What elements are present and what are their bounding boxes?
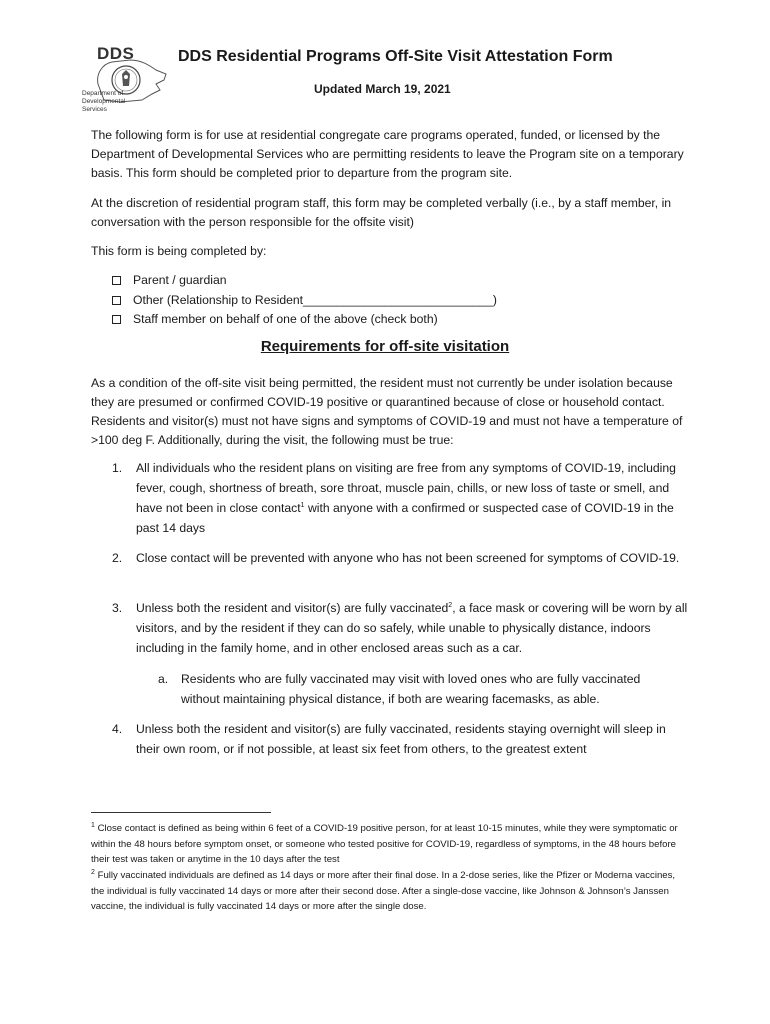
logo-subtitle: Department of Developmental Services: [82, 90, 126, 113]
checklist-item-parent[interactable]: [112, 271, 497, 291]
requirement-item-3a: [158, 669, 678, 709]
item-number: 1.: [112, 461, 123, 475]
requirement-item-3: [112, 598, 692, 658]
item-text: All individuals who the resident plans on visiting are free from any symptoms of COVID-19, including fever, cough, shortness of breath, sore throat, muscle pain, chills, or new loss of taste or smell, and have not been in close contact: [136, 461, 676, 515]
checklist-label: Other (Relationship to Resident____________________________): [133, 292, 497, 307]
logo-abbreviation: DDS: [97, 44, 135, 63]
item-text: Unless both the resident and visitor(s) are fully vaccinated, residents staying overnight will sleep in their own room, or if not possible, at least six feet from others, to the greatest extent: [136, 722, 666, 756]
item-text: , a face mask or covering will be worn by all visitors, and by the resident if they can do so safely, while unable to physically distance, indoors including in the family home, and in other enclosed areas such as a car.: [136, 601, 688, 655]
form-title: DDS Residential Programs Off-Site Visit Attestation Form: [178, 48, 613, 65]
item-text: with anyone with a confirmed or suspected case of COVID-19 in the past 14 days: [136, 501, 674, 535]
requirements-heading: Requirements for off-site visitation: [260, 338, 510, 355]
updated-date: Updated March 19, 2021: [314, 82, 451, 96]
footnote-ref[interactable]: 2: [448, 601, 453, 609]
footnote-text: Close contact is defined as being within 6 feet of a COVID-19 positive person, for at least 10-15 minutes, while they were symptomatic or within the 48 hours before symptom onset, or someone who tested positive for COVID-19, regardless of symptoms, in the 48 hours before their test was taken or anytime in the 10 days after the test: [91, 823, 678, 865]
checkbox-icon[interactable]: [112, 315, 121, 324]
item-number: 2.: [112, 551, 123, 565]
item-text: Unless both the resident and visitor(s) are fully vaccinated: [136, 601, 449, 615]
checklist-label: Staff member on behalf of one of the above (check both): [133, 312, 438, 326]
footnote-1: [91, 821, 691, 868]
requirements-intro: As a condition of the off-site visit being permitted, the resident must not currently be under isolation because they are presumed or confirmed COVID-19 positive or quarantined because of close or household contact. Residents and visitor(s) must not have signs and symptoms of COVID-19 and must not have a temperature of >100 deg F. Additionally, during the visit, the following must be true:: [91, 376, 683, 447]
intro-paragraph-1: The following form is for use at residential congregate care programs operated, funded, or licensed by the Department of Developmental Services who are permitting residents to leave the Program site on a temporary basis. This form should be completed prior to departure from the program site.: [91, 128, 684, 180]
footnote-mark: 2: [91, 868, 95, 876]
item-text: Close contact will be prevented with anyone who has not been screened for symptoms of COVID-19.: [136, 551, 680, 565]
intro-paragraph-3: This form is being completed by:: [91, 244, 267, 258]
footnote-ref[interactable]: 1: [300, 501, 305, 509]
requirement-item-1: [112, 458, 692, 538]
item-text: Residents who are fully vaccinated may visit with loved ones who are fully vaccinated without maintaining physical distance, if both are wearing facemasks, as able.: [181, 672, 641, 706]
footnote-mark: 1: [91, 821, 95, 829]
requirement-item-2: [112, 548, 692, 568]
item-letter: a.: [158, 672, 169, 686]
checkbox-icon[interactable]: [112, 276, 121, 285]
item-number: 3.: [112, 601, 123, 615]
requirement-item-4: [112, 719, 692, 759]
completed-by-checklist: [112, 271, 497, 330]
footnote-divider: [91, 812, 271, 813]
footnote-2: [91, 868, 691, 915]
footnote-text: Fully vaccinated individuals are defined as 14 days or more after their final dose. In a 2-dose series, like the Pfizer or Moderna vaccines, the individual is fully vaccinated 14 days or more after their second dose. After a single-dose vaccine, like Johnson & Johnson’s Janssen vaccine, the individual is fully vaccinated 14 days or more after the single dose.: [91, 870, 676, 912]
item-number: 4.: [112, 722, 123, 736]
intro-paragraph-2: At the discretion of residential program staff, this form may be completed verbally (i.e., by a staff member, in conversation with the person responsible for the offsite visit): [91, 196, 672, 229]
checkbox-icon[interactable]: [112, 296, 121, 305]
checklist-item-staff[interactable]: [112, 310, 497, 330]
checklist-label: Parent / guardian: [133, 273, 227, 287]
checklist-item-other[interactable]: [112, 291, 497, 311]
